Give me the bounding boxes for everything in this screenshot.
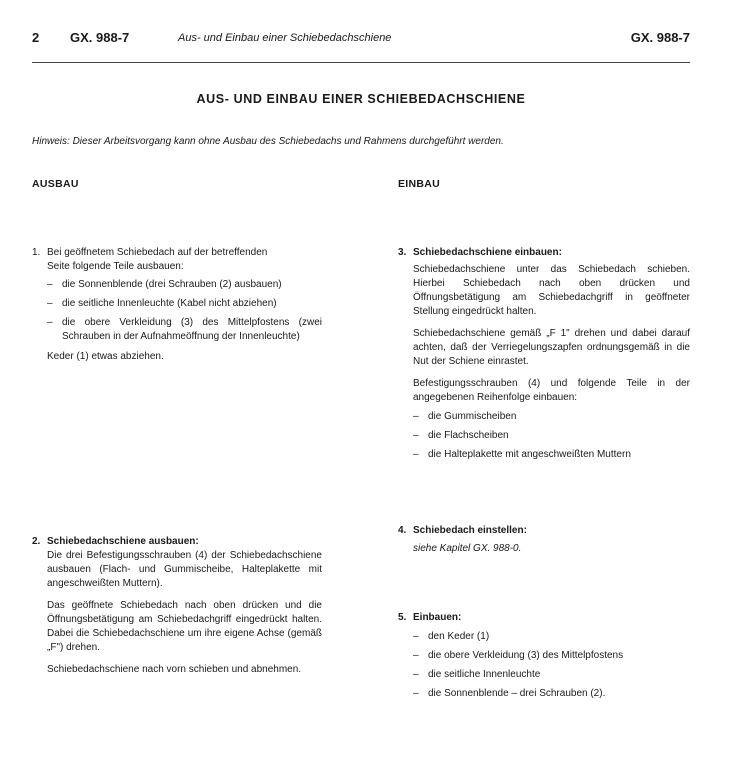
- step-3: [398, 246, 690, 467]
- step-4-heading: Schiebedach einstellen:: [413, 525, 527, 536]
- step-3-number: 3.: [398, 247, 407, 258]
- dash-glyph: –: [413, 449, 419, 460]
- step-4-number: 4.: [398, 525, 407, 536]
- list-item-text: die Sonnenblende – drei Schrauben (2).: [428, 688, 606, 699]
- header-title: Aus- und Einbau einer Schiebedachschiene: [178, 32, 392, 44]
- step-4: [398, 524, 690, 556]
- list-item-text: den Keder (1): [428, 631, 490, 642]
- step-5-number: 5.: [398, 612, 407, 623]
- step-2-para-3: Schiebedachschiene nach vorn schieben und abnehmen.: [47, 664, 302, 675]
- dash-glyph: –: [413, 430, 419, 441]
- list-item: [413, 448, 690, 462]
- step-4-reference: siehe Kapitel GX. 988-0.: [413, 543, 522, 554]
- dash-glyph: –: [413, 650, 419, 661]
- step-1-intro-b: Seite folgende Teile ausbauen:: [47, 261, 184, 272]
- header-code: GX. 988-7: [70, 30, 130, 45]
- list-item: [413, 630, 690, 644]
- step-1-number: 1.: [32, 247, 41, 258]
- step-1-intro-a: Bei geöffnetem Schiebedach auf der betreffenden: [47, 247, 268, 258]
- step-3-para-2: Schiebedachschiene gemäß „F 1" drehen und dabei darauf achten, daß der Verriegelungszapfen ordnungsgemäß in die Nut der Schiene einrastet.: [413, 328, 690, 367]
- list-item-text: die Sonnenblende (drei Schrauben (2) ausbauen): [62, 279, 282, 290]
- list-item-text: die Gummischeiben: [428, 411, 517, 422]
- step-3-heading: Schiebedachschiene einbauen:: [413, 247, 562, 258]
- header-rule: [32, 62, 690, 63]
- step-1: [32, 246, 322, 364]
- section-heading-ausbau: AUSBAU: [32, 178, 79, 190]
- list-item: [413, 687, 690, 701]
- step-3-para-3: Befestigungsschrauben (4) und folgende Teile in der angegebenen Reihenfolge einbauen:: [413, 378, 690, 403]
- step-2-number: 2.: [32, 536, 41, 547]
- dash-glyph: –: [47, 279, 53, 290]
- list-item: [413, 410, 690, 424]
- list-item-text: die Flachscheiben: [428, 430, 509, 441]
- list-item: [47, 297, 322, 311]
- list-item: [47, 316, 322, 344]
- dash-glyph: –: [413, 411, 419, 422]
- section-heading-einbau: EINBAU: [398, 178, 441, 190]
- list-item-text: die Halteplakette mit angeschweißten Muttern: [428, 449, 631, 460]
- dash-glyph: –: [413, 631, 419, 642]
- dash-glyph: –: [47, 317, 53, 328]
- list-item: [47, 278, 322, 292]
- page-number: 2: [32, 30, 40, 45]
- list-item-text: die seitliche Innenleuchte: [428, 669, 541, 680]
- page-title: AUS- UND EINBAU EINER SCHIEBEDACHSCHIENE: [196, 92, 526, 106]
- step-1-outro: Keder (1) etwas abziehen.: [47, 351, 164, 362]
- step-2: [32, 535, 322, 677]
- list-item-text: die obere Verkleidung (3) des Mittelpfostens: [428, 650, 624, 661]
- step-2-para-1: Die drei Befestigungsschrauben (4) der Schiebedachschiene ausbauen (Flach- und Gummischeibe, Halteplakette mit angeschweißten Muttern).: [47, 550, 322, 589]
- dash-glyph: –: [47, 298, 53, 309]
- header-code-right: GX. 988-7: [630, 30, 690, 45]
- step-5: [398, 611, 690, 706]
- dash-glyph: –: [413, 669, 419, 680]
- list-item: [413, 668, 690, 682]
- note-text: Hinweis: Dieser Arbeitsvorgang kann ohne Ausbau des Schiebedachs und Rahmens durchgeführt werden.: [32, 136, 504, 147]
- step-5-heading: Einbauen:: [413, 612, 462, 623]
- dash-glyph: –: [413, 688, 419, 699]
- list-item-text: die obere Verkleidung (3) des Mittelpfostens (zwei Schrauben in der Aufnahmeöffnung der Innenleuchte): [62, 317, 322, 342]
- list-item-text: die seitliche Innenleuchte (Kabel nicht abziehen): [62, 298, 277, 309]
- list-item: [413, 429, 690, 443]
- step-2-heading: Schiebedachschiene ausbauen:: [47, 536, 199, 547]
- step-3-para-1: Schiebedachschiene unter das Schiebedach schieben. Hierbei Schiebedach nach oben drücken und Öffnungsbetätigung am Schiebedachgriff in geöffneter Stellung eingedrückt halten.: [413, 264, 690, 317]
- step-2-para-2: Das geöffnete Schiebedach nach oben drücken und die Öffnungsbetätigung am Schiebedachgriff eingedrückt halten. Dabei die Schiebedachschiene um ihre eigene Achse (gemäß „F") drehen.: [47, 600, 322, 653]
- list-item: [413, 649, 690, 663]
